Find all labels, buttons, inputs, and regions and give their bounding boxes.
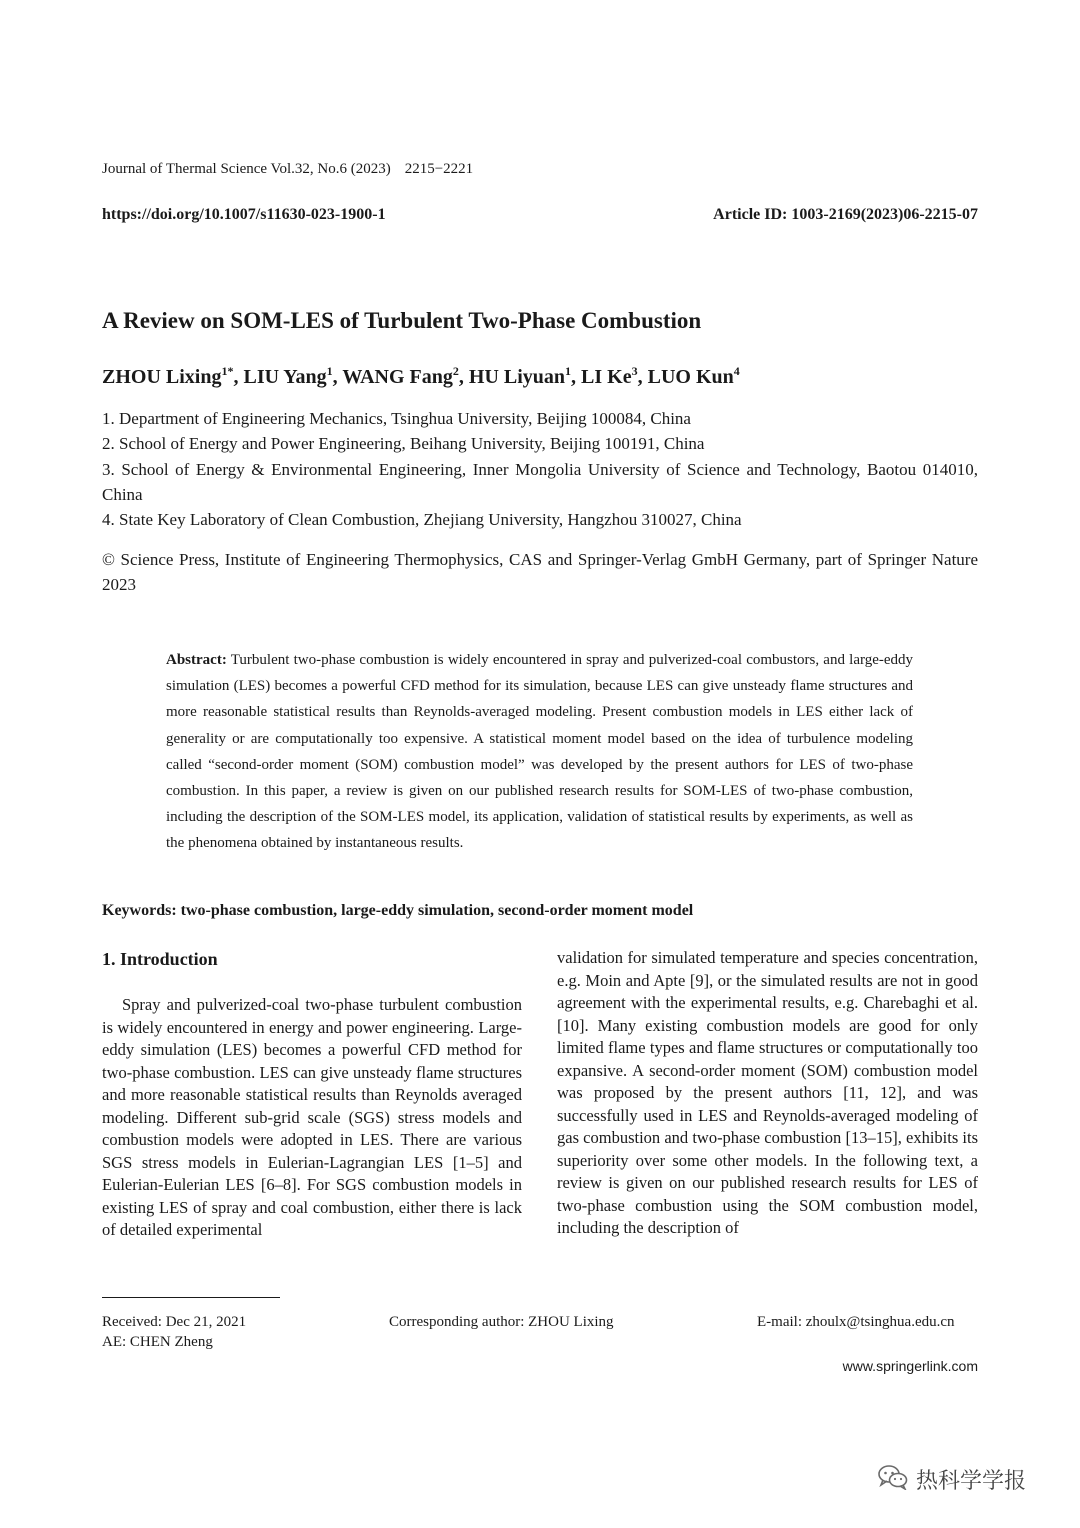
author-affiliation-mark: 3 <box>631 364 638 378</box>
footnote-divider <box>102 1297 280 1298</box>
author-separator: , <box>637 366 648 388</box>
wechat-icon <box>878 1464 908 1495</box>
intro-right-column: validation for simulated temperature and species concentration, e.g. Moin and Apte [9], or the simulated results are not in good agreement with the experimental results, e.g. Charebaghi et al. [10]. Many existing combustion models are good for only limited flame types and flame structures or computationally too expansive. A second-order moment (SOM) combustion model was proposed by the present authors [11, 12], and was successfully used in LES and Reynolds-averaged modeling of gas combustion and two-phase combustion [13–15], exhibits its superiority over some other models. In the following text, a review is given on our published research results for LES of two-phase combustion using the SOM combustion model, including the description of <box>557 948 978 1237</box>
author-separator: , <box>571 366 582 388</box>
received-date: Received: Dec 21, 2021 <box>102 1314 247 1330</box>
author-affiliation-mark: 2 <box>452 364 459 378</box>
author-name: WANG Fang <box>342 366 453 388</box>
page-range: 2215−2221 <box>404 161 474 177</box>
abstract-label: Abstract: <box>166 652 227 668</box>
article-id: Article ID: 1003-2169(2023)06-2215-07 <box>713 206 978 223</box>
author-name: LIU Yang <box>243 366 327 388</box>
doi-link[interactable]: https://doi.org/10.1007/s11630-023-1900-1 <box>102 206 386 223</box>
copyright-notice: © Science Press, Institute of Engineering Thermophysics, CAS and Springer-Verlag GmbH Germany, part of Springer Nature 2023 <box>102 550 978 595</box>
wechat-watermark <box>878 1464 1026 1495</box>
author-name: HU Liyuan <box>468 366 566 388</box>
wechat-account-name: 热科学学报 <box>916 1469 1027 1494</box>
journal-citation <box>102 161 473 178</box>
abstract <box>166 647 913 857</box>
publisher-website[interactable]: www.springerlink.com <box>842 1358 978 1374</box>
author-affiliation-mark: 1* <box>221 364 234 378</box>
author-separator: , <box>332 366 343 388</box>
affiliation-2: 2. School of Energy and Power Engineering, Beihang University, Beijing 100191, China <box>102 434 705 454</box>
email-address[interactable]: E-mail: zhoulx@tsinghua.edu.cn <box>757 1314 955 1330</box>
affiliations <box>102 406 978 532</box>
author-affiliation-mark: 1 <box>326 364 333 378</box>
author-affiliation-mark: 4 <box>733 364 740 378</box>
affiliation-4: 4. State Key Laboratory of Clean Combustion, Zhejiang University, Hangzhou 310027, China <box>102 510 742 530</box>
author-name: LI Ke <box>581 366 632 388</box>
author-separator: , <box>458 366 469 388</box>
intro-left-column: Spray and pulverized-coal two-phase turbulent combustion is widely encountered in energy and power engineering. Large-eddy simulation (LES) becomes a powerful CFD method for two-phase combustion. LES can give unsteady flame structures and more reasonable statistical results than Reynolds averaged modeling. Different sub-grid scale (SGS) stress models and combustion models were adopted in LES. There are various SGS stress models in Eulerian-Lagrangian LES [1–5] and Eulerian-Eulerian LES [6–8]. For SGS combustion models in existing LES of spray and coal combustion, either there is lack of detailed experimental <box>102 995 522 1239</box>
section-heading: 1. Introduction <box>102 949 218 969</box>
author-name: ZHOU Lixing <box>102 366 222 388</box>
associate-editor: AE: CHEN Zheng <box>102 1334 213 1350</box>
author-affiliation-mark: 1 <box>565 364 572 378</box>
keywords: Keywords: two-phase combustion, large-eddy simulation, second-order moment model <box>102 902 694 919</box>
author-name: LUO Kun <box>647 366 734 388</box>
author-separator: , <box>233 366 244 388</box>
affiliation-3: 3. School of Energy & Environmental Engineering, Inner Mongolia University of Science and Technology, Baotou 014010, China <box>102 459 978 504</box>
journal-name: Journal of Thermal Science Vol.32, No.6 (2023) <box>102 161 391 177</box>
author-list <box>102 366 740 389</box>
affiliation-1: 1. Department of Engineering Mechanics, Tsinghua University, Beijing 100084, China <box>102 409 691 428</box>
corresponding-author: Corresponding author: ZHOU Lixing <box>389 1314 614 1330</box>
paper-title: A Review on SOM-LES of Turbulent Two-Phase Combustion <box>102 308 702 333</box>
abstract-text: Turbulent two-phase combustion is widely encountered in spray and pulverized-coal combustors, and large-eddy simulation (LES) becomes a powerful CFD method for its simulation, because LES can give unsteady flame structures and more reasonable statistical results than Reynolds-averaged modeling. Present combustion models in LES either lack of generality or are computationally too expensive. A statistical moment model based on the idea of turbulence modeling called “second-order moment (SOM) combustion model” was developed by the present authors for LES of two-phase combustion. In this paper, a review is given on our published research results for SOM-LES of two-phase combustion, including the description of the SOM-LES model, its application, validation of statistical results by experiments, as well as the phenomena obtained by instantaneous results. <box>166 652 914 852</box>
